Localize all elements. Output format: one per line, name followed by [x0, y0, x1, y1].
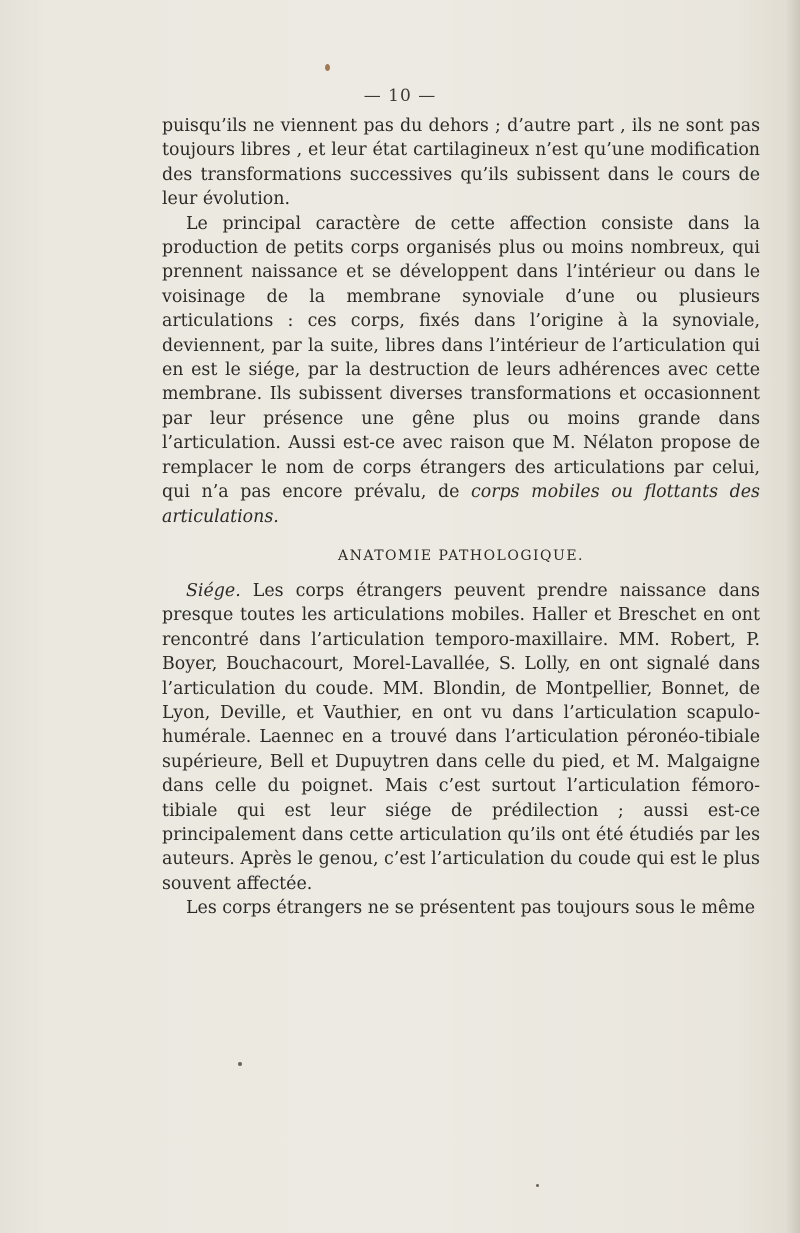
- page-edge-shadow: [786, 0, 800, 1233]
- paragraph: [162, 114, 760, 212]
- paper-speck: [325, 64, 330, 71]
- paragraph: [162, 579, 760, 896]
- paragraph-text: Le principal caractère de cette affection consiste dans la production de petits corps organisés plus ou moins nombreux, qui prennent naissance et se développent dans l’intérieur ou dans le voisinage de la membrane synoviale d’une ou plusieurs articulations : ces corps, fixés dans l’origine à la synoviale, deviennent, par la suite, libres dans l’intérieur de l’articulation qui en est le siége, par la destruction de leurs adhérences avec cette membrane. Ils subissent diverses transformations et occasionnent par leur présence une gêne plus ou moins grande dans l’articulation. Aussi est-ce avec raison que M. Nélaton propose de remplacer le nom de corps étrangers des articulations par celui, qui n’a pas encore prévalu, de: [162, 213, 760, 503]
- paragraph-text: Les corps étrangers peuvent prendre naissance dans presque toutes les articulations mobiles. Haller et Breschet en ont rencontré dans l’articulation temporo-maxillaire. MM. Robert, P. Boyer, Bouchacourt, Morel-Lavallée, S. Lolly, en ont signalé dans l’articulation du coude. MM. Blondin, de Montpellier, Bonnet, de Lyon, Deville, et Vauthier, en ont vu dans l’articulation scapulo-humérale. Laennec en a trouvé dans l’articulation péronéo-tibiale supérieure, Bell et Dupuytren dans celle du pied, et M. Malgaigne dans celle du poignet. Mais c’est surtout l’articulation fémoro-tibiale qui est leur siége de prédilection ; aussi est-ce principalement dans cette articulation qu’ils ont été étudiés par les auteurs. Après le genou, c’est l’articulation du coude qui est le plus souvent affectée.: [162, 580, 760, 894]
- italic-lead: Siége.: [186, 580, 241, 601]
- paper-speck: [536, 1184, 539, 1187]
- page-number: — 10 —: [363, 86, 437, 106]
- paragraph-text: puisqu’ils ne viennent pas du dehors ; d’autre part , ils ne sont pas toujours libres , et leur état cartilagineux n’est qu’une modification des transformations successives qu’ils subissent dans le cours de leur évolution.: [162, 116, 760, 210]
- paragraph: [162, 896, 760, 920]
- paragraph-text: Les corps étrangers ne se présentent pas toujours sous le même: [186, 898, 756, 919]
- italic-term: corps mobiles ou flottants des articulations.: [162, 482, 760, 527]
- paragraph: [162, 212, 760, 529]
- section-heading: ANATOMIE PATHOLOGIQUE.: [338, 547, 584, 564]
- paper-speck: [238, 1062, 242, 1066]
- body-text: [162, 114, 760, 921]
